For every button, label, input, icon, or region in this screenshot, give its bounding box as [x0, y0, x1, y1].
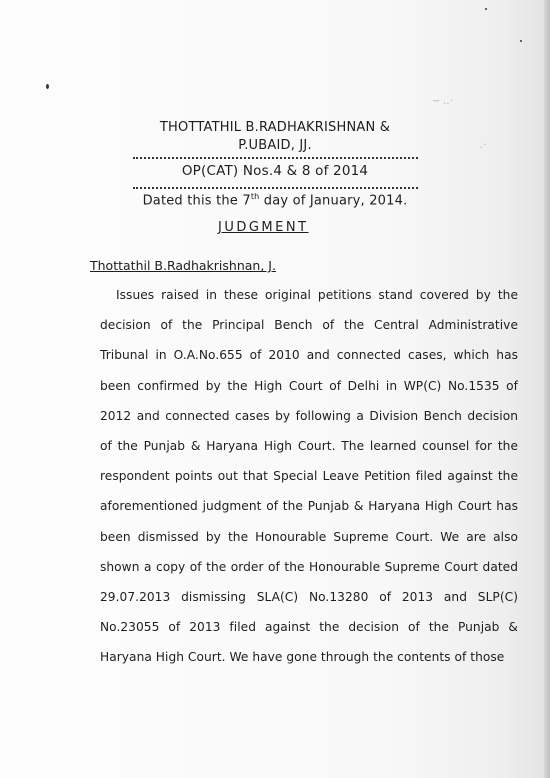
ink-smudge: ~ ..· — [432, 96, 454, 107]
date-line — [0, 192, 550, 208]
dotted-divider — [133, 187, 418, 189]
ink-smudge: .· — [480, 140, 487, 151]
bench-line-2: P.UBAID, JJ. — [238, 138, 312, 153]
scan-speck — [520, 40, 522, 42]
judgment-paragraph: Issues raised in these original petitions stand covered by the decision of the Principal Bench of the Central Administrative Tribunal in O.A.No.655 of 2010 and connected cases, which has been confirmed by the High Court of Delhi in WP(C) No.1535 of 2012 and connected cases by following a Division Bench decision of the Punjab & Haryana High Court. The learned counsel for the respondent points out that Special Leave Petition filed against the aforementioned judgment of the Punjab & Haryana High Court has been dismissed by the Honourable Supreme Court. We are also shown a copy of the order of the Honourable Supreme Court dated 29.07.2013 dismissing SLA(C) No.13280 of 2013 and SLP(C) No.23055 of 2013 filed against the decision of the Punjab & Haryana High Court. We have gone through the contents of those — [100, 288, 518, 665]
judge-name: Thottathil B.Radhakrishnan, J. — [90, 258, 276, 273]
date-superscript: th — [250, 192, 260, 201]
scan-speck — [485, 8, 487, 10]
bench-line-1: THOTTATHIL B.RADHAKRISHNAN & — [159, 120, 391, 135]
dotted-divider — [133, 157, 418, 159]
page-edge-shadow — [544, 0, 550, 778]
scan-speck — [46, 84, 49, 89]
case-number: OP(CAT) Nos.4 & 8 of 2014 — [181, 163, 369, 179]
date-suffix: day of January, 2014. — [259, 193, 408, 209]
judgment-heading: JUDGMENT — [218, 220, 309, 235]
date-prefix: Dated this the 7 — [142, 193, 251, 209]
